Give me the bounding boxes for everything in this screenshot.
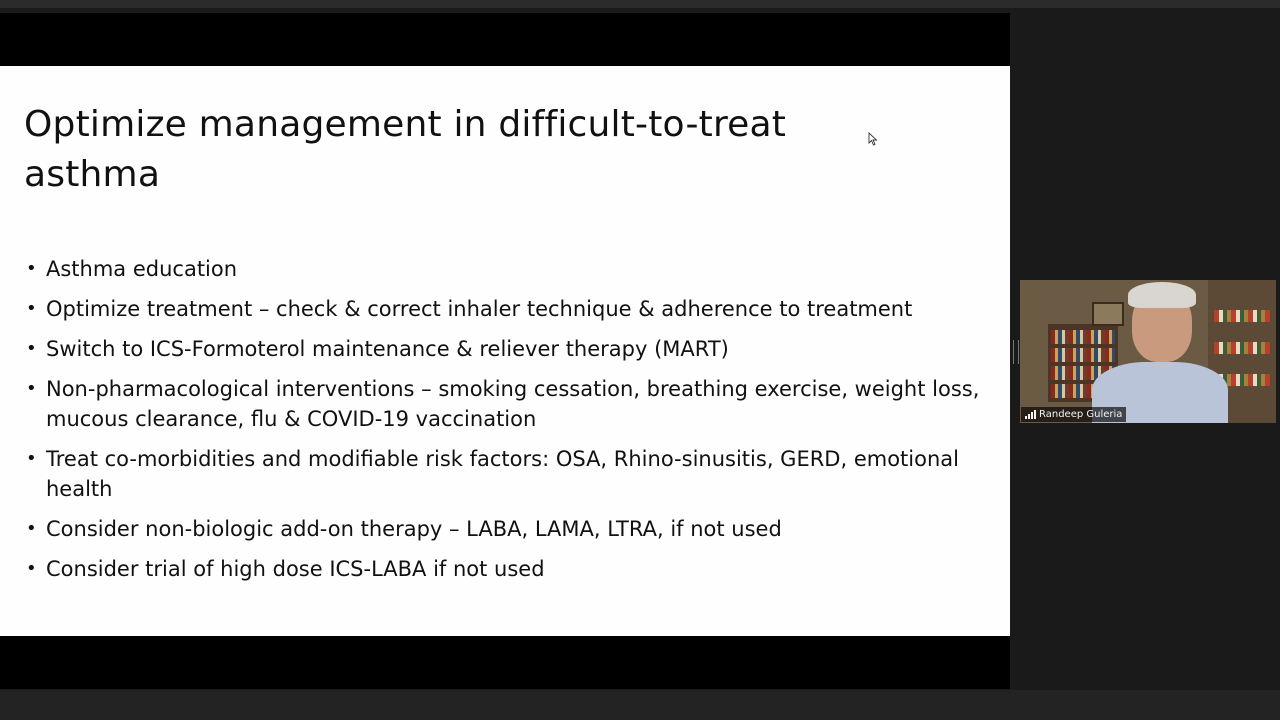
screen-share-area bbox=[0, 13, 1010, 689]
bullet-item bbox=[26, 514, 986, 544]
panel-resize-handle[interactable] bbox=[1013, 340, 1019, 364]
bullet-item bbox=[26, 374, 986, 434]
bottom-bar bbox=[0, 690, 1280, 720]
bullet-marker: • bbox=[26, 518, 37, 539]
bullet-marker: • bbox=[26, 298, 37, 319]
background-picture-frame bbox=[1092, 302, 1124, 326]
slide-title: Optimize management in difficult-to-treat asthma bbox=[24, 104, 787, 195]
bullet-item bbox=[26, 444, 986, 504]
bullet-text: Asthma education bbox=[46, 257, 238, 281]
bullet-text: Treat co-morbidities and modifiable risk factors: OSA, Rhino-sinusitis, GERD, emotional health bbox=[46, 447, 959, 501]
bullet-text: Consider trial of high dose ICS-LABA if not used bbox=[46, 557, 545, 581]
signal-strength-icon bbox=[1025, 410, 1036, 419]
bullet-item bbox=[26, 334, 986, 364]
presentation-slide bbox=[0, 66, 1010, 636]
bullet-item bbox=[26, 554, 986, 584]
bullet-text: Optimize treatment – check & correct inhaler technique & adherence to treatment bbox=[46, 297, 913, 321]
bullet-text: Non-pharmacological interventions – smoking cessation, breathing exercise, weight loss, mucous clearance, flu & COVID-19 vaccination bbox=[46, 377, 980, 431]
bullet-item bbox=[26, 254, 986, 284]
slide-bullet-list bbox=[26, 254, 986, 594]
bullet-marker: • bbox=[26, 558, 37, 579]
bullet-marker: • bbox=[26, 378, 37, 399]
participant-video-tile[interactable] bbox=[1020, 280, 1276, 423]
bullet-text: Consider non-biologic add-on therapy – LABA, LAMA, LTRA, if not used bbox=[46, 517, 782, 541]
participant-name-tag bbox=[1021, 407, 1126, 422]
bullet-item bbox=[26, 294, 986, 324]
bullet-marker: • bbox=[26, 338, 37, 359]
top-bar bbox=[0, 0, 1280, 8]
bullet-text: Switch to ICS-Formoterol maintenance & reliever therapy (MART) bbox=[46, 337, 729, 361]
participant-name: Randeep Guleria bbox=[1039, 409, 1123, 420]
bullet-marker: • bbox=[26, 448, 37, 469]
bullet-marker: • bbox=[26, 258, 37, 279]
participant-hair bbox=[1128, 282, 1196, 308]
